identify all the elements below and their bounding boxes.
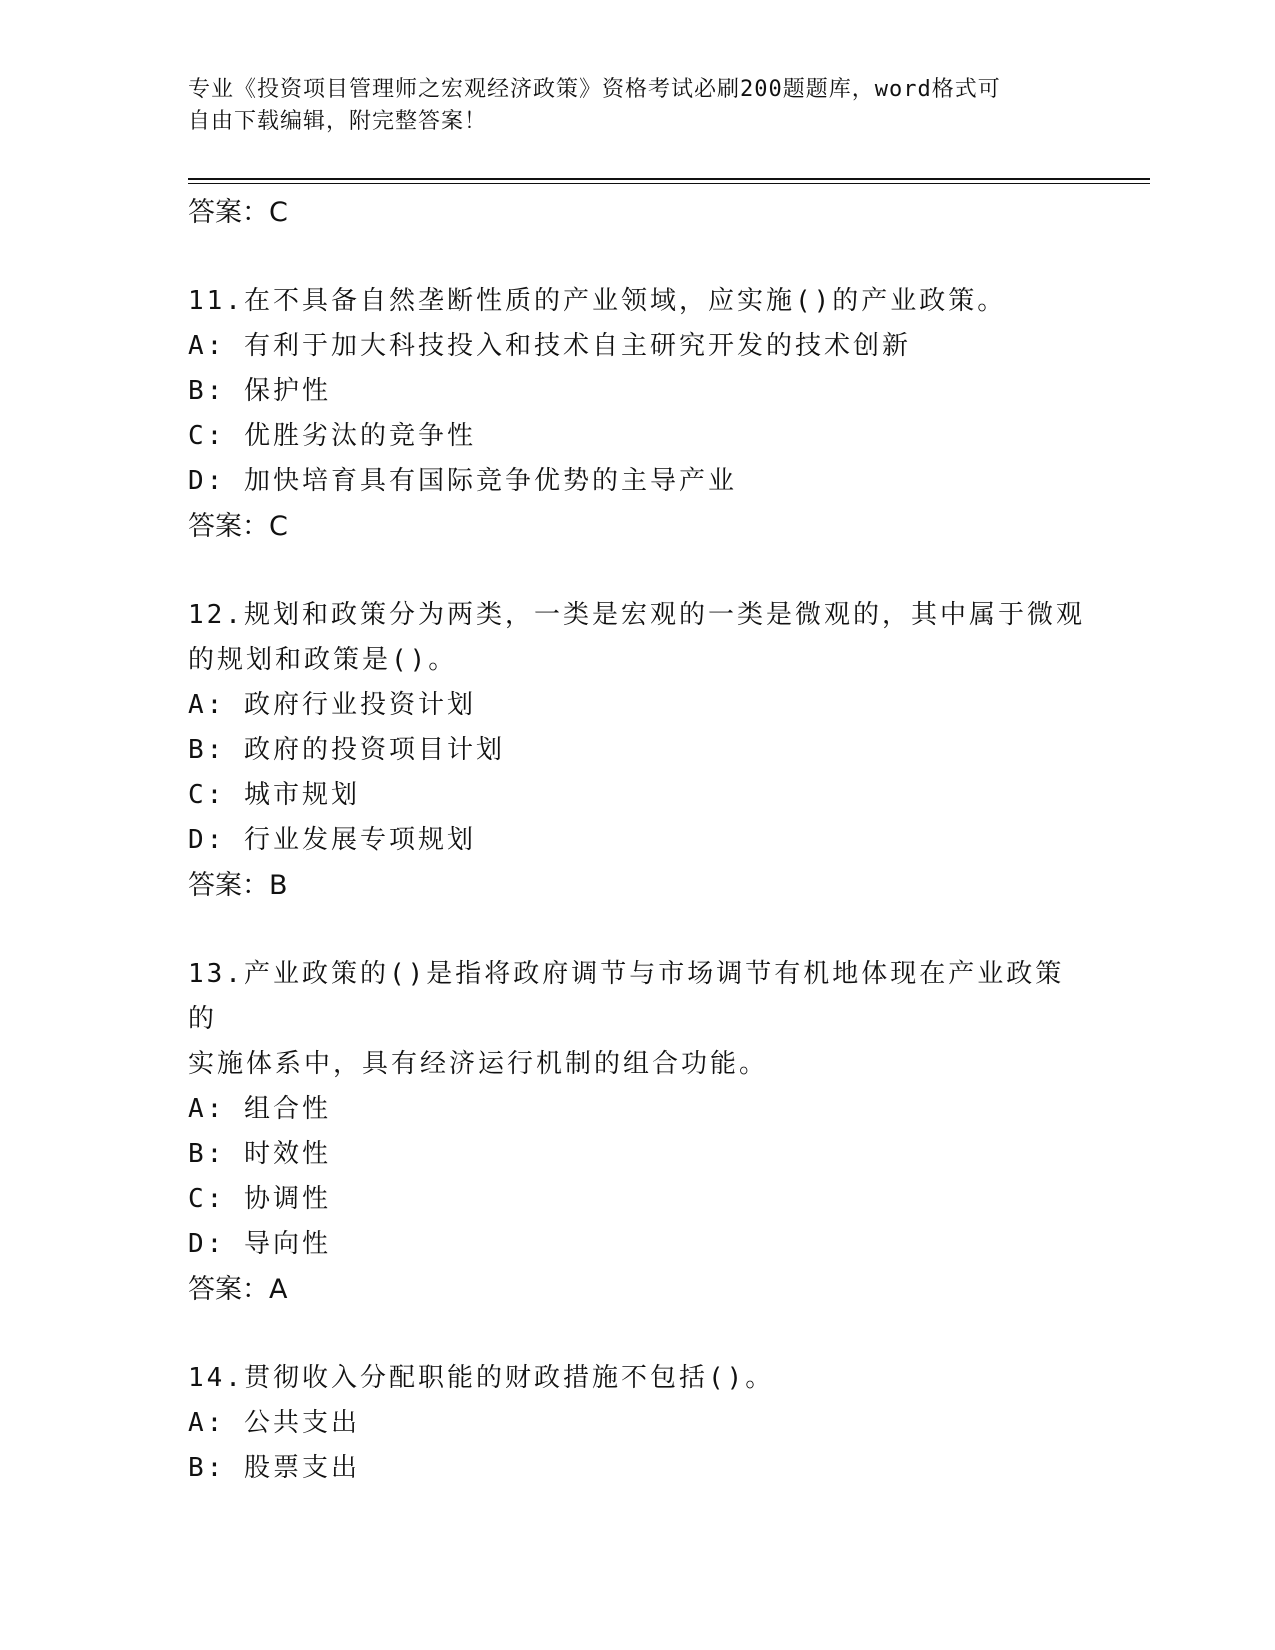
- header-line-1: 专业《投资项目管理师之宏观经济政策》资格考试必刷200题题库，word格式可: [188, 77, 1001, 102]
- document-header: [188, 74, 1068, 138]
- answer-line: 答案：B: [188, 870, 288, 901]
- option-a: A: 公共支出: [188, 1408, 360, 1438]
- question-stem-line-2: 的规划和政策是()。: [188, 645, 458, 675]
- question-14: [188, 1356, 1088, 1491]
- answer-line: 答案：A: [188, 1274, 288, 1305]
- option-c: C: 协调性: [188, 1184, 331, 1214]
- question-11: [188, 279, 1088, 550]
- spacer: [188, 1313, 1088, 1356]
- spacer: [188, 236, 1088, 279]
- question-12: [188, 593, 1088, 909]
- question-stem: 11.在不具备自然垄断性质的产业领域，应实施()的产业政策。: [188, 286, 1007, 316]
- answer-line: 答案：C: [188, 511, 288, 542]
- option-c: C: 优胜劣汰的竞争性: [188, 421, 476, 451]
- option-d: D: 加快培育具有国际竞争优势的主导产业: [188, 466, 737, 496]
- question-13: [188, 952, 1088, 1313]
- option-c: C: 城市规划: [188, 780, 360, 810]
- question-list: [188, 190, 1088, 1491]
- header-rule-thin: [188, 183, 1150, 184]
- option-a: A: 组合性: [188, 1094, 331, 1124]
- question-stem-line-2: 实施体系中，具有经济运行机制的组合功能。: [188, 1049, 769, 1079]
- option-a: A: 有利于加大科技投入和技术自主研究开发的技术创新: [188, 331, 911, 361]
- option-a: A: 政府行业投资计划: [188, 690, 476, 720]
- spacer: [188, 909, 1088, 952]
- option-b: B: 政府的投资项目计划: [188, 735, 505, 765]
- option-d: D: 导向性: [188, 1229, 331, 1259]
- header-rule-thick: [188, 178, 1150, 180]
- question-stem-line-1: 13.产业政策的()是指将政府调节与市场调节有机地体现在产业政策的: [188, 959, 1065, 1034]
- answer-line: 答案：C: [188, 197, 288, 228]
- option-d: D: 行业发展专项规划: [188, 825, 476, 855]
- option-b: B: 股票支出: [188, 1453, 360, 1483]
- spacer: [188, 550, 1088, 593]
- option-b: B: 保护性: [188, 376, 331, 406]
- header-line-2: 自由下载编辑，附完整答案！: [188, 109, 488, 134]
- question-stem: 14.贯彻收入分配职能的财政措施不包括()。: [188, 1363, 775, 1393]
- question-stem-line-1: 12.规划和政策分为两类，一类是宏观的一类是微观的，其中属于微观: [188, 600, 1085, 630]
- option-b: B: 时效性: [188, 1139, 331, 1169]
